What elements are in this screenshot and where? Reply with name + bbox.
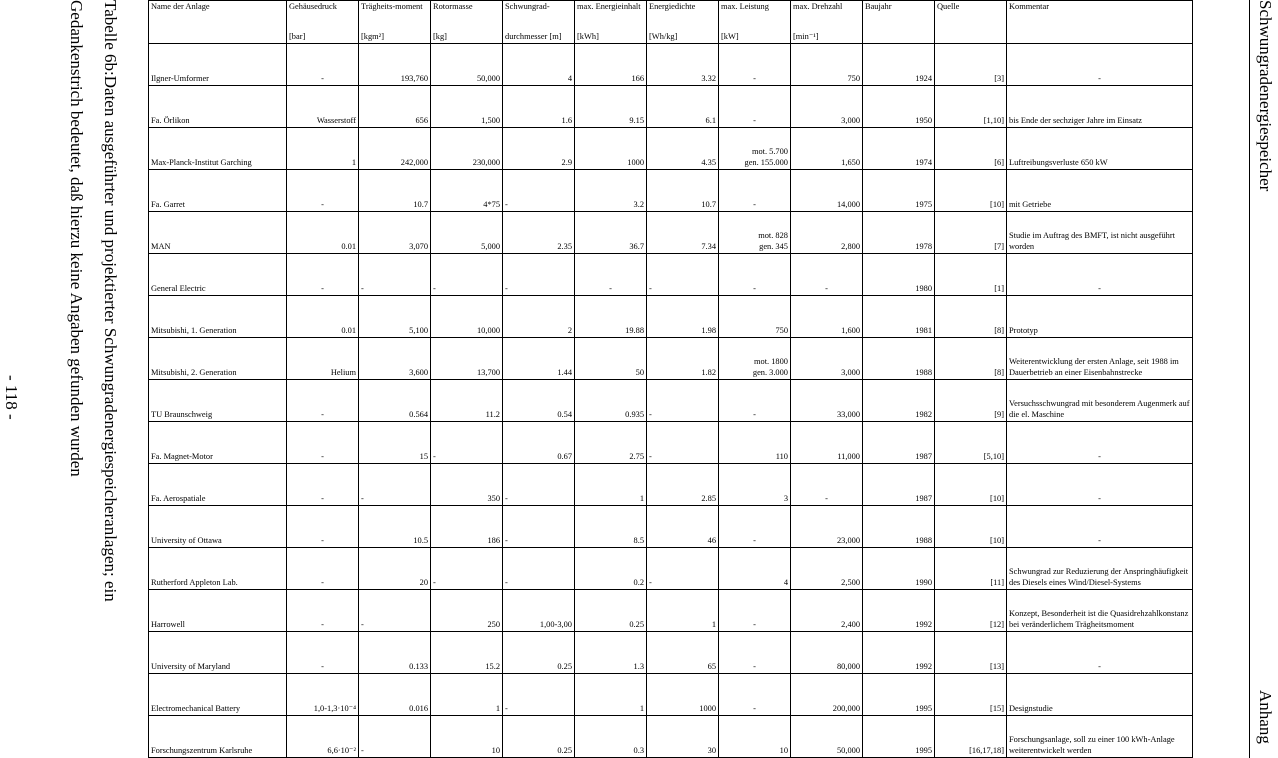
cell-quelle: [10] [935, 170, 1007, 212]
cell-gehaeusedruck: Wasserstoff [287, 86, 359, 128]
cell-baujahr: 1950 [863, 86, 935, 128]
cell-energieinhalt: 0.2 [575, 548, 647, 590]
cell-kommentar: mit Getriebe [1007, 170, 1193, 212]
cell-energiedichte: 3.32 [647, 44, 719, 86]
cell-quelle: [16,17,18] [935, 716, 1007, 758]
table-row [149, 44, 1193, 86]
cell-leistung: 3 [719, 464, 791, 506]
cell-energiedichte: 1.82 [647, 338, 719, 380]
cell-rotormasse: 186 [431, 506, 503, 548]
cell-energieinhalt: 0.935 [575, 380, 647, 422]
cell-drehzahl: 1,650 [791, 128, 863, 170]
cell-rotormasse: 5,000 [431, 212, 503, 254]
page-number: - 118 - [2, 375, 21, 420]
cell-drehzahl: 50,000 [791, 716, 863, 758]
column-header-label: Rotormasse [433, 2, 473, 11]
cell-leistung: - [719, 632, 791, 674]
table-row [149, 464, 1193, 506]
cell-energiedichte: - [647, 254, 719, 296]
cell-name: Rutherford Appleton Lab. [149, 548, 287, 590]
cell-gehaeusedruck: 1,0-1,3·10⁻⁴ [287, 674, 359, 716]
cell-energiedichte: 6.1 [647, 86, 719, 128]
cell-rotormasse: 230,000 [431, 128, 503, 170]
cell-energiedichte: 30 [647, 716, 719, 758]
cell-durchmesser: - [503, 170, 575, 212]
cell-traegheitsmoment: 15 [359, 422, 431, 464]
cell-durchmesser: - [503, 548, 575, 590]
column-header-label: max. Energieinhalt [577, 2, 641, 11]
cell-energieinhalt: 3.2 [575, 170, 647, 212]
cell-durchmesser: 2 [503, 296, 575, 338]
cell-name: Fa. Aerospatiale [149, 464, 287, 506]
cell-drehzahl: 23,000 [791, 506, 863, 548]
cell-quelle: [1,10] [935, 86, 1007, 128]
cell-traegheitsmoment: - [359, 464, 431, 506]
cell-leistung: - [719, 506, 791, 548]
cell-durchmesser: 1.6 [503, 86, 575, 128]
cell-gehaeusedruck: - [287, 590, 359, 632]
cell-gehaeusedruck: Helium [287, 338, 359, 380]
cell-rotormasse: - [431, 254, 503, 296]
cell-drehzahl: - [791, 464, 863, 506]
cell-traegheitsmoment: 0.016 [359, 674, 431, 716]
cell-kommentar: Prototyp [1007, 296, 1193, 338]
cell-rotormasse: 250 [431, 590, 503, 632]
cell-traegheitsmoment: 193,760 [359, 44, 431, 86]
cell-durchmesser: - [503, 506, 575, 548]
cell-baujahr: 1987 [863, 464, 935, 506]
cell-leistung: - [719, 254, 791, 296]
column-header [431, 1, 503, 44]
cell-durchmesser: 0.67 [503, 422, 575, 464]
cell-traegheitsmoment: 0.133 [359, 632, 431, 674]
column-header-unit: [Wh/kg] [649, 32, 678, 41]
cell-baujahr: 1981 [863, 296, 935, 338]
column-header-label: Name der Anlage [151, 2, 210, 11]
table-row [149, 380, 1193, 422]
column-header [503, 1, 575, 44]
cell-kommentar: Versuchsschwungrad mit besonderem Augenmerk auf die el. Maschine [1007, 380, 1193, 422]
cell-durchmesser: - [503, 254, 575, 296]
cell-baujahr: 1987 [863, 422, 935, 464]
cell-quelle: [10] [935, 506, 1007, 548]
column-header-label: Baujahr [865, 2, 892, 11]
cell-gehaeusedruck: 0.01 [287, 296, 359, 338]
cell-quelle: [8] [935, 338, 1007, 380]
cell-drehzahl: 200,000 [791, 674, 863, 716]
cell-drehzahl: 1,600 [791, 296, 863, 338]
table-row [149, 632, 1193, 674]
running-header: Schwungradenergiespeicher [1256, 0, 1275, 192]
cell-baujahr: 1992 [863, 632, 935, 674]
cell-durchmesser: - [503, 464, 575, 506]
cell-rotormasse: 10 [431, 716, 503, 758]
column-header-label: max. Leistung [721, 2, 769, 11]
cell-traegheitsmoment: 20 [359, 548, 431, 590]
cell-leistung: - [719, 170, 791, 212]
cell-energiedichte: 1.98 [647, 296, 719, 338]
cell-energieinhalt: 1.3 [575, 632, 647, 674]
cell-rotormasse: 1 [431, 674, 503, 716]
table-row [149, 254, 1193, 296]
cell-kommentar: - [1007, 632, 1193, 674]
cell-baujahr: 1995 [863, 716, 935, 758]
cell-leistung: 10 [719, 716, 791, 758]
cell-quelle: [15] [935, 674, 1007, 716]
column-header-unit: durchmesser [m] [505, 32, 562, 41]
cell-durchmesser: - [503, 674, 575, 716]
column-header [719, 1, 791, 44]
cell-leistung: mot. 5.700 gen. 155.000 [719, 128, 791, 170]
column-header [575, 1, 647, 44]
column-header-label: Quelle [937, 2, 960, 11]
cell-baujahr: 1990 [863, 548, 935, 590]
cell-baujahr: 1982 [863, 380, 935, 422]
column-header-unit: [kWh] [577, 32, 599, 41]
cell-kommentar: Luftreibungsverluste 650 kW [1007, 128, 1193, 170]
column-header-label: Schwungrad- [505, 2, 550, 11]
cell-baujahr: 1995 [863, 674, 935, 716]
cell-traegheitsmoment: 3,600 [359, 338, 431, 380]
cell-name: Harrowell [149, 590, 287, 632]
cell-kommentar: - [1007, 464, 1193, 506]
cell-name: Mitsubishi, 2. Generation [149, 338, 287, 380]
cell-name: Fa. Örlikon [149, 86, 287, 128]
cell-energieinhalt: 19.88 [575, 296, 647, 338]
table-row [149, 674, 1193, 716]
cell-drehzahl: 2,800 [791, 212, 863, 254]
table-row [149, 86, 1193, 128]
cell-gehaeusedruck: - [287, 44, 359, 86]
cell-kommentar: Forschungsanlage, soll zu einer 100 kWh-Anlage weiterentwickelt werden [1007, 716, 1193, 758]
cell-gehaeusedruck: - [287, 464, 359, 506]
cell-kommentar: Schwungrad zur Reduzierung der Anspringhäufigkeit des Diesels eines Wind/Diesel-Systems [1007, 548, 1193, 590]
cell-energieinhalt: 1000 [575, 128, 647, 170]
table-row [149, 716, 1193, 758]
cell-drehzahl: 14,000 [791, 170, 863, 212]
cell-baujahr: 1980 [863, 254, 935, 296]
cell-kommentar: Designstudie [1007, 674, 1193, 716]
column-header-label: Energiedichte [649, 2, 696, 11]
column-header [1007, 1, 1193, 44]
column-header [863, 1, 935, 44]
cell-drehzahl: 750 [791, 44, 863, 86]
cell-gehaeusedruck: - [287, 254, 359, 296]
cell-rotormasse: 4*75 [431, 170, 503, 212]
cell-gehaeusedruck: - [287, 506, 359, 548]
cell-energieinhalt: 36.7 [575, 212, 647, 254]
cell-drehzahl: 2,500 [791, 548, 863, 590]
cell-energieinhalt: - [575, 254, 647, 296]
cell-quelle: [8] [935, 296, 1007, 338]
cell-name: Electromechanical Battery [149, 674, 287, 716]
cell-traegheitsmoment: - [359, 254, 431, 296]
cell-durchmesser: 2.35 [503, 212, 575, 254]
table-row [149, 128, 1193, 170]
cell-traegheitsmoment: - [359, 716, 431, 758]
cell-quelle: [12] [935, 590, 1007, 632]
cell-baujahr: 1924 [863, 44, 935, 86]
cell-rotormasse: - [431, 422, 503, 464]
column-header-unit: [kg] [433, 32, 447, 41]
cell-traegheitsmoment: 3,070 [359, 212, 431, 254]
cell-quelle: [5,10] [935, 422, 1007, 464]
cell-name: University of Ottawa [149, 506, 287, 548]
cell-durchmesser: 0.25 [503, 716, 575, 758]
cell-name: Forschungszentrum Karlsruhe [149, 716, 287, 758]
cell-energiedichte: - [647, 422, 719, 464]
cell-baujahr: 1974 [863, 128, 935, 170]
table-row [149, 506, 1193, 548]
column-header [935, 1, 1007, 44]
cell-leistung: - [719, 674, 791, 716]
table-row [149, 212, 1193, 254]
column-header [359, 1, 431, 44]
cell-kommentar: Weiterentwicklung der ersten Anlage, seit 1988 im Dauerbetrieb an einer Eisenbahnstrecke [1007, 338, 1193, 380]
cell-name: General Electric [149, 254, 287, 296]
cell-energieinhalt: 50 [575, 338, 647, 380]
cell-gehaeusedruck: 1 [287, 128, 359, 170]
cell-drehzahl: 2,400 [791, 590, 863, 632]
cell-gehaeusedruck: - [287, 380, 359, 422]
cell-traegheitsmoment: 5,100 [359, 296, 431, 338]
table-row [149, 170, 1193, 212]
cell-kommentar: - [1007, 44, 1193, 86]
cell-traegheitsmoment: 0.564 [359, 380, 431, 422]
column-header-unit: [min⁻¹] [793, 32, 819, 41]
table-row [149, 296, 1193, 338]
cell-name: Fa. Garret [149, 170, 287, 212]
cell-durchmesser: 1.44 [503, 338, 575, 380]
column-header-label: Trägheits-moment [361, 2, 423, 11]
column-header-unit: [bar] [289, 32, 306, 41]
cell-rotormasse: 11.2 [431, 380, 503, 422]
cell-rotormasse: 1,500 [431, 86, 503, 128]
cell-name: University of Maryland [149, 632, 287, 674]
cell-energieinhalt: 2.75 [575, 422, 647, 464]
column-header [791, 1, 863, 44]
cell-energieinhalt: 9.15 [575, 86, 647, 128]
cell-traegheitsmoment: 242,000 [359, 128, 431, 170]
table-row [149, 548, 1193, 590]
column-header-unit: [kW] [721, 32, 739, 41]
cell-quelle: [9] [935, 380, 1007, 422]
cell-kommentar: - [1007, 422, 1193, 464]
cell-gehaeusedruck: - [287, 548, 359, 590]
cell-leistung: mot. 828 gen. 345 [719, 212, 791, 254]
cell-rotormasse: 15.2 [431, 632, 503, 674]
cell-name: Ilgner-Umformer [149, 44, 287, 86]
cell-leistung: - [719, 380, 791, 422]
cell-energieinhalt: 0.3 [575, 716, 647, 758]
cell-traegheitsmoment: 10.5 [359, 506, 431, 548]
cell-energiedichte: 2.85 [647, 464, 719, 506]
cell-gehaeusedruck: - [287, 170, 359, 212]
flywheel-data-table [148, 0, 1193, 758]
cell-baujahr: 1992 [863, 590, 935, 632]
cell-leistung: - [719, 44, 791, 86]
cell-gehaeusedruck: - [287, 422, 359, 464]
cell-energiedichte: - [647, 548, 719, 590]
section-label: Anhang [1256, 690, 1275, 744]
cell-rotormasse: 13,700 [431, 338, 503, 380]
column-header-unit: [kgm²] [361, 32, 384, 41]
cell-energiedichte: 46 [647, 506, 719, 548]
cell-kommentar: - [1007, 506, 1193, 548]
cell-name: Max-Planck-Institut Garching [149, 128, 287, 170]
cell-traegheitsmoment: 656 [359, 86, 431, 128]
cell-durchmesser: 2.9 [503, 128, 575, 170]
cell-drehzahl: 3,000 [791, 338, 863, 380]
cell-name: Mitsubishi, 1. Generation [149, 296, 287, 338]
cell-durchmesser: 1,00-3,00 [503, 590, 575, 632]
cell-rotormasse: - [431, 548, 503, 590]
cell-leistung: 110 [719, 422, 791, 464]
cell-rotormasse: 350 [431, 464, 503, 506]
cell-energieinhalt: 166 [575, 44, 647, 86]
cell-durchmesser: 4 [503, 44, 575, 86]
cell-rotormasse: 50,000 [431, 44, 503, 86]
cell-gehaeusedruck: 0.01 [287, 212, 359, 254]
cell-name: Fa. Magnet-Motor [149, 422, 287, 464]
cell-durchmesser: 0.25 [503, 632, 575, 674]
cell-quelle: [7] [935, 212, 1007, 254]
cell-leistung: - [719, 86, 791, 128]
cell-energiedichte: 1000 [647, 674, 719, 716]
cell-quelle: [13] [935, 632, 1007, 674]
cell-drehzahl: 11,000 [791, 422, 863, 464]
cell-baujahr: 1988 [863, 506, 935, 548]
cell-quelle: [3] [935, 44, 1007, 86]
cell-energieinhalt: 0.25 [575, 590, 647, 632]
table-row [149, 422, 1193, 464]
cell-quelle: [10] [935, 464, 1007, 506]
cell-traegheitsmoment: - [359, 590, 431, 632]
cell-kommentar: Konzept, Besonderheit ist die Quasidrehzahlkonstanz bei veränderlichem Trägheitsmoment [1007, 590, 1193, 632]
header-rule [1249, 0, 1250, 758]
table-caption-line-2: Gedankenstrich bedeutet, daß hierzu keine Angaben gefunden wurden [67, 0, 86, 477]
cell-energiedichte: 4.35 [647, 128, 719, 170]
cell-energieinhalt: 1 [575, 464, 647, 506]
cell-leistung: 750 [719, 296, 791, 338]
cell-baujahr: 1975 [863, 170, 935, 212]
cell-kommentar: - [1007, 254, 1193, 296]
cell-leistung: 4 [719, 548, 791, 590]
cell-drehzahl: - [791, 254, 863, 296]
cell-durchmesser: 0.54 [503, 380, 575, 422]
cell-baujahr: 1978 [863, 212, 935, 254]
cell-gehaeusedruck: - [287, 632, 359, 674]
cell-quelle: [6] [935, 128, 1007, 170]
cell-traegheitsmoment: 10.7 [359, 170, 431, 212]
cell-leistung: mot. 1800 gen. 3.000 [719, 338, 791, 380]
cell-gehaeusedruck: 6,6·10⁻² [287, 716, 359, 758]
table-row [149, 590, 1193, 632]
column-header-label: Gehäusedruck [289, 2, 337, 11]
table-row [149, 338, 1193, 380]
cell-energieinhalt: 8.5 [575, 506, 647, 548]
column-header [287, 1, 359, 44]
column-header [149, 1, 287, 44]
cell-drehzahl: 3,000 [791, 86, 863, 128]
table-header-row [149, 1, 1193, 44]
cell-energiedichte: 65 [647, 632, 719, 674]
table-caption-line-1: Tabelle 6b:Daten ausgeführter und projektierter Schwungradenergiespeicheranlagen; ein [101, 0, 120, 602]
cell-energiedichte: 1 [647, 590, 719, 632]
cell-kommentar: bis Ende der sechziger Jahre im Einsatz [1007, 86, 1193, 128]
cell-kommentar: Studie im Auftrag des BMFT, ist nicht ausgeführt worden [1007, 212, 1193, 254]
column-header-label: Kommentar [1009, 2, 1050, 11]
cell-baujahr: 1988 [863, 338, 935, 380]
column-header [647, 1, 719, 44]
cell-quelle: [11] [935, 548, 1007, 590]
cell-drehzahl: 80,000 [791, 632, 863, 674]
cell-quelle: [1] [935, 254, 1007, 296]
cell-name: MAN [149, 212, 287, 254]
cell-rotormasse: 10,000 [431, 296, 503, 338]
column-header-label: max. Drehzahl [793, 2, 843, 11]
cell-energiedichte: - [647, 380, 719, 422]
cell-drehzahl: 33,000 [791, 380, 863, 422]
cell-energiedichte: 10.7 [647, 170, 719, 212]
cell-energieinhalt: 1 [575, 674, 647, 716]
cell-name: TU Braunschweig [149, 380, 287, 422]
cell-leistung: - [719, 590, 791, 632]
cell-energiedichte: 7.34 [647, 212, 719, 254]
